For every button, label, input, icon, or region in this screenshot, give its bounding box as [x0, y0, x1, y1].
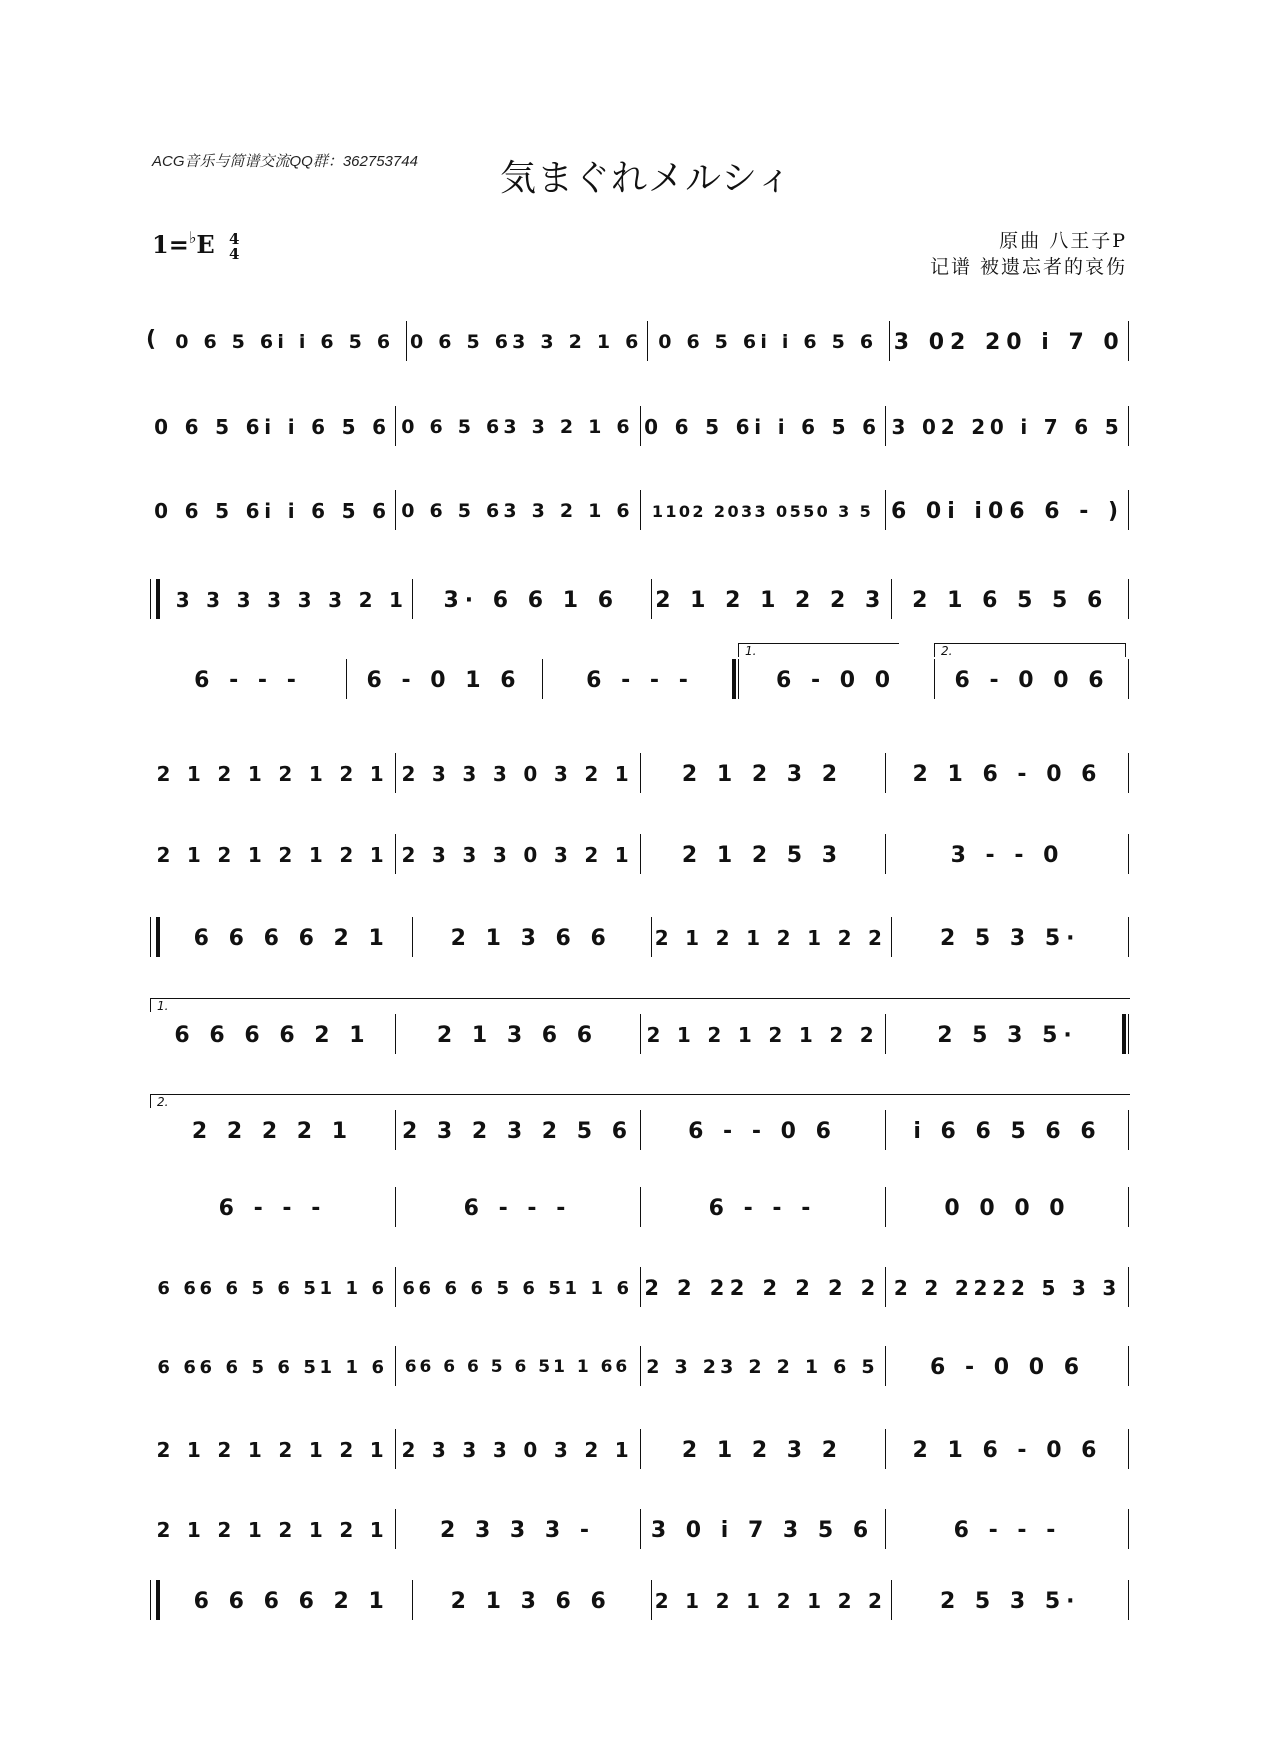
- barline: [1128, 406, 1129, 446]
- composer-credit: 原曲 八王子P: [999, 230, 1127, 252]
- measure: [640, 1433, 885, 1467]
- measure: [150, 1271, 395, 1305]
- staff-line-15: [150, 1513, 1130, 1547]
- measure-notes: 2 1 2 1 2 1 2 1: [156, 1518, 389, 1542]
- volta-bracket: 2.: [934, 643, 1126, 657]
- measure: [172, 921, 412, 955]
- measure-notes: 6 0i i06 6 - ): [890, 498, 1125, 524]
- measure: [150, 1191, 395, 1225]
- volta-bracket: 2.: [150, 1094, 1130, 1108]
- measure-notes: 2 3 3 3 0 3 2 1: [401, 1438, 634, 1462]
- measure-notes: 6 6 6 6 2 1: [193, 925, 390, 951]
- measure-notes: 2 5 3 5·: [939, 925, 1081, 951]
- measure-notes: 2 1 2 5 3: [681, 842, 844, 868]
- measure: [647, 325, 889, 359]
- measure: [885, 1271, 1130, 1305]
- staff-line-16: [150, 1584, 1130, 1618]
- measure-notes: 66 6 6 5 6 51 1 6: [402, 1277, 633, 1299]
- measure: [891, 583, 1131, 617]
- measure: [651, 583, 891, 617]
- staff-line-9: [150, 999, 1130, 1052]
- barline: [1128, 1267, 1129, 1307]
- measure-notes: 0 6 5 63 3 2 1 6: [410, 331, 643, 353]
- measure-notes: 2 1 2 1 2 2 3: [655, 587, 887, 613]
- measure-notes: 0 6 5 6i i 6 5 6: [658, 331, 878, 353]
- measure-notes: 2 1 2 3 2: [681, 1437, 844, 1463]
- measure-notes: 6 - 0 0 6: [954, 667, 1110, 693]
- measure: [651, 1584, 891, 1618]
- repeat-start-barline: [150, 579, 151, 619]
- measure-notes: 2 1 2 1 2 1 2 2: [646, 1023, 879, 1047]
- barline: [1128, 1429, 1129, 1469]
- measure: [640, 1350, 885, 1384]
- measure-notes: 2 1 2 1 2 1 2 1: [156, 843, 389, 867]
- measure: [640, 494, 885, 528]
- measure: [395, 1350, 640, 1384]
- measure-notes: 2 1 2 1 2 1 2 1: [156, 1438, 389, 1462]
- measure-notes: 3 02 20 i 7 0: [893, 329, 1125, 355]
- transcriber-credit: 记谱 被遗忘者的哀伤: [929, 256, 1127, 278]
- measure: [885, 410, 1130, 444]
- measure-notes: 0 6 5 63 3 2 1 6: [401, 416, 634, 438]
- measure: [395, 410, 640, 444]
- measure: [395, 1114, 640, 1148]
- volta-bracket: 1.: [738, 643, 899, 657]
- measure: [395, 1191, 640, 1225]
- staff-line-2: [150, 410, 1130, 444]
- repeat-start-barline: [150, 917, 151, 957]
- measure: [150, 757, 395, 791]
- measure-notes: 2 2 2222 5 3 3: [893, 1276, 1122, 1300]
- barline: [1128, 834, 1129, 874]
- measure: [150, 494, 395, 528]
- song-title: 気まぐれメルシィ: [500, 158, 793, 199]
- time-bottom: 4: [229, 244, 240, 263]
- measure-notes: 6 - 0 0: [775, 667, 897, 693]
- measure: [885, 838, 1130, 872]
- measure: [738, 663, 934, 697]
- measure-notes: 3 3 3 3 3 3 2 1: [175, 588, 408, 612]
- measure-notes: 2 1 2 3 2: [681, 761, 844, 787]
- time-top: 4: [229, 229, 240, 248]
- measure: [395, 838, 640, 872]
- measure: [542, 663, 738, 697]
- measure-notes: 0 6 5 6i i 6 5 6: [644, 415, 881, 439]
- staff-line-12: [150, 1271, 1130, 1305]
- barline: [1128, 1187, 1129, 1227]
- barline: [1128, 659, 1129, 699]
- measure-notes: 2 5 3 5·: [939, 1588, 1081, 1614]
- measure-notes: 6 6 6 6 2 1: [193, 1588, 390, 1614]
- measure: [934, 663, 1130, 697]
- barline: [1128, 917, 1129, 957]
- measure: [889, 325, 1131, 359]
- measure-notes: 2 1 2 1 2 1 2 2: [654, 926, 887, 950]
- measure-notes: 0 6 5 6i i 6 5 6: [154, 499, 391, 523]
- volta-bracket: 1.: [150, 998, 1130, 1012]
- measure: [412, 1584, 652, 1618]
- measure: [640, 1513, 885, 1547]
- measure: [885, 1114, 1130, 1148]
- barline: [1128, 579, 1129, 619]
- measure: [651, 921, 891, 955]
- measure: [640, 1191, 885, 1225]
- measure: [885, 1191, 1130, 1225]
- measure-notes: 6 - - -: [953, 1517, 1062, 1543]
- measure-notes: 2 1 3 6 6: [450, 1588, 612, 1614]
- measure: [885, 1350, 1130, 1384]
- measure: [885, 1433, 1130, 1467]
- measure-notes: 6 - - -: [708, 1195, 817, 1221]
- measure-notes: 2 3 3 3 0 3 2 1: [401, 843, 634, 867]
- measure: [885, 757, 1130, 791]
- staff-line-1: [146, 325, 1130, 359]
- measure: [150, 1114, 395, 1148]
- staff-line-7: [150, 838, 1130, 872]
- staff-line-11: [150, 1191, 1130, 1225]
- measure-notes: 6 - - -: [586, 667, 694, 693]
- measure-notes: 2 1 3 6 6: [436, 1022, 599, 1048]
- measure-notes: 3 0 i 7 3 5 6: [650, 1517, 875, 1543]
- measure: [640, 1018, 885, 1052]
- measure: [640, 1114, 885, 1148]
- measure-notes: 6 - 0 0 6: [930, 1354, 1085, 1380]
- measure: [150, 663, 346, 697]
- barline: [1128, 1346, 1129, 1386]
- measure: [412, 583, 652, 617]
- measure-notes: 2 1 2 1 2 1 2 1: [156, 762, 389, 786]
- staff-line-10: [150, 1095, 1130, 1148]
- measure-notes: 2 3 23 2 2 1 6 5: [646, 1356, 879, 1378]
- barline: [1128, 1580, 1129, 1620]
- measure-notes: 2 3 2 3 2 5 6: [401, 1118, 634, 1144]
- measure-notes: 6 - - -: [194, 667, 302, 693]
- measure-notes: 2 3 3 3 0 3 2 1: [401, 762, 634, 786]
- measure-notes: 0 0 0 0: [944, 1195, 1071, 1221]
- measure: [640, 838, 885, 872]
- measure-notes: 6 66 6 5 6 51 1 6: [157, 1356, 388, 1378]
- measure: [885, 494, 1130, 528]
- staff-line-8: [150, 921, 1130, 955]
- measure-notes: 66 6 6 5 6 51 1 66: [404, 1357, 631, 1377]
- measure-notes: 2 2 2 2 1: [191, 1118, 354, 1144]
- measure: [346, 663, 542, 697]
- measure: [395, 1271, 640, 1305]
- measure: [640, 1271, 885, 1305]
- barline: [1128, 1509, 1129, 1549]
- measure: [150, 410, 395, 444]
- measure: [150, 838, 395, 872]
- measure: [891, 921, 1131, 955]
- measure: [172, 583, 412, 617]
- time-signature: [229, 229, 240, 263]
- key-letter: E: [196, 230, 215, 259]
- measure-notes: 2 1 6 - 0 6: [912, 761, 1103, 787]
- measure-notes: 0 6 5 6i i 6 5 6: [175, 331, 395, 353]
- measure-notes: 6 - 0 1 6: [366, 667, 522, 693]
- staff-line-6: [150, 757, 1130, 791]
- barline: [1128, 1110, 1129, 1150]
- measure-notes: 2 1 2 1 2 1 2 2: [654, 1589, 887, 1613]
- measure: [150, 1433, 395, 1467]
- measure-notes: 2 1 6 - 0 6: [912, 1437, 1103, 1463]
- measure: [395, 1018, 640, 1052]
- measure: [640, 410, 885, 444]
- barline: [1128, 753, 1129, 793]
- key-prefix: 1=: [152, 230, 189, 259]
- measure: [150, 1513, 395, 1547]
- measure: [395, 1433, 640, 1467]
- measure: [885, 1513, 1130, 1547]
- measure: [412, 921, 652, 955]
- repeat-start-barline: [150, 1580, 151, 1620]
- measure-notes: 6 - - -: [463, 1195, 572, 1221]
- qq-group-text: ACG音乐与简谱交流QQ群：362753744: [152, 153, 418, 170]
- staff-line-3: [150, 494, 1130, 528]
- measure: [891, 1584, 1131, 1618]
- intro-open-paren: (: [146, 327, 163, 352]
- staff-line-4: [150, 583, 1130, 617]
- measure-notes: 2 5 3 5·: [937, 1022, 1078, 1048]
- measure: [395, 1513, 640, 1547]
- measure-notes: 1102 2033 0550 3 5: [651, 501, 874, 521]
- measure-notes: 6 - - 0 6: [688, 1118, 837, 1144]
- measure-notes: 3 - - 0: [950, 842, 1065, 868]
- measure: [150, 1350, 395, 1384]
- measure-notes: 2 2 22 2 2 2 2: [644, 1276, 881, 1300]
- measure: [395, 494, 640, 528]
- measure: [172, 1584, 412, 1618]
- measure: [395, 757, 640, 791]
- measure: [150, 1018, 395, 1052]
- measure-notes: 0 6 5 63 3 2 1 6: [401, 500, 634, 522]
- staff-line-13: [150, 1350, 1130, 1384]
- measure-notes: 2 3 3 3 -: [440, 1517, 595, 1543]
- measure-notes: 3· 6 6 1 6: [443, 587, 620, 613]
- flat-sign: ♭: [188, 228, 197, 247]
- measure-notes: 3 02 20 i 7 6 5: [891, 415, 1124, 439]
- staff-line-14: [150, 1433, 1130, 1467]
- barline: [1128, 1014, 1129, 1054]
- measure-notes: 2 1 3 6 6: [450, 925, 612, 951]
- barline: [1128, 321, 1129, 361]
- measure-notes: 6 66 6 5 6 51 1 6: [157, 1277, 388, 1299]
- measure: [640, 757, 885, 791]
- measure-notes: 0 6 5 6i i 6 5 6: [154, 415, 391, 439]
- staff-line-5: [150, 644, 1130, 697]
- barline: [1128, 490, 1129, 530]
- measure: [164, 325, 406, 359]
- measure: [406, 325, 648, 359]
- key-signature: [152, 228, 239, 262]
- measure-notes: i 6 6 5 6 6: [913, 1118, 1102, 1144]
- measure-notes: 6 6 6 6 2 1: [174, 1022, 371, 1048]
- measure: [885, 1018, 1130, 1052]
- measure-notes: 2 1 6 5 5 6: [912, 587, 1109, 613]
- measure-notes: 6 - - -: [218, 1195, 327, 1221]
